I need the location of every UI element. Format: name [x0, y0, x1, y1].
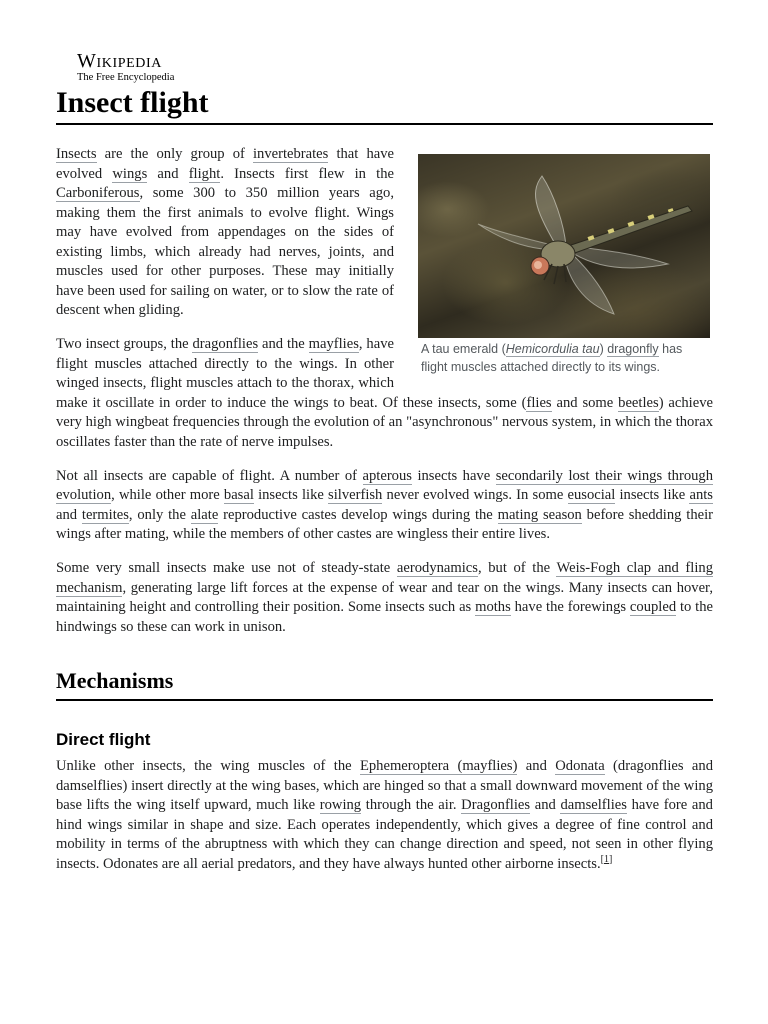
- citation-link[interactable]: [1]: [600, 853, 613, 865]
- text: and: [56, 506, 82, 523]
- text: insects like: [253, 487, 329, 503]
- text: Some very small insects make use not of steady-state: [56, 560, 397, 576]
- link-coupled[interactable]: coupled: [629, 599, 677, 615]
- link-dragonflies[interactable]: dragonflies: [192, 336, 259, 352]
- text: (dragonflies and damselflies) insert directly at the wing bases, which are hinged so that a small downward movement of the wing base lifts the wing itself upward, much like: [56, 758, 713, 813]
- link-silverfish[interactable]: silverfish: [328, 487, 383, 503]
- text: , some 300 to 350 million years ago, making them the first animals to evolve flight. Wings may have evolved from appendages on the sides of existing limbs, which already had nerves, joints, and muscles used for other purposes. These may initially have been used for sailing on water, or to slow the rate of descent when gliding.: [56, 185, 394, 318]
- text: reproductive castes develop wings during the: [218, 506, 498, 523]
- link-alate[interactable]: alate: [190, 506, 219, 523]
- caption-link-hemicordulia-tau[interactable]: [506, 342, 600, 357]
- dragonfly-illustration: [418, 154, 710, 338]
- text: never evolved wings. In some: [382, 487, 568, 503]
- subsection-heading-direct-flight: Direct flight: [56, 730, 151, 749]
- caption-text: has flight muscles attached directly to its wings.: [421, 342, 683, 374]
- text: insects have: [411, 467, 496, 484]
- logo-tagline: The Free Encyclopedia: [77, 72, 175, 83]
- link-apterous[interactable]: apterous: [362, 467, 412, 484]
- figure-caption: [418, 338, 710, 376]
- link-termites[interactable]: termites: [81, 506, 129, 523]
- text: and: [517, 758, 556, 774]
- link-moths[interactable]: moths: [475, 599, 511, 615]
- page-title: Insect flight: [56, 86, 209, 119]
- link-beetles[interactable]: beetles: [618, 394, 659, 411]
- article-figure: [418, 154, 710, 376]
- link-mayflies[interactable]: mayflies: [308, 336, 359, 352]
- link-insects[interactable]: Insects: [56, 146, 97, 162]
- paragraph-flightless: [56, 467, 713, 545]
- text: through the air.: [361, 797, 462, 813]
- link-ephemeroptera[interactable]: Ephemeroptera (mayflies): [359, 758, 518, 774]
- text: , generating large lift forces at the expense of wear and tear on the wings. Many insects can hover, maintaining height and controlling their position. Some insects such as: [56, 579, 713, 615]
- caption-link-dragonfly[interactable]: dragonfly: [607, 342, 659, 356]
- text: to the hindwings so these can work in unison.: [56, 599, 714, 635]
- link-secondarily-lost-wings[interactable]: secondarily lost their wings through evolution: [56, 467, 714, 503]
- text: insects like: [615, 487, 690, 503]
- caption-link-text: Hemicordulia tau: [505, 342, 600, 356]
- text: Two insect groups, the: [56, 336, 193, 352]
- text: and: [147, 165, 189, 182]
- link-wings[interactable]: wings: [112, 165, 148, 182]
- text: and: [530, 797, 561, 813]
- text: have the forewings: [510, 599, 630, 615]
- text: are the only group of: [96, 146, 253, 162]
- link-flight[interactable]: flight: [188, 165, 221, 182]
- wikipedia-logo[interactable]: [77, 51, 207, 84]
- link-flies[interactable]: flies: [526, 394, 552, 411]
- link-rowing[interactable]: rowing: [319, 797, 362, 813]
- text: and the: [258, 336, 309, 352]
- link-odonata[interactable]: Odonata: [555, 758, 605, 774]
- dragonfly-photo[interactable]: [418, 154, 710, 338]
- section-heading-mechanisms: Mechanisms: [56, 667, 713, 701]
- link-invertebrates[interactable]: invertebrates: [252, 146, 329, 162]
- text: , while other more: [111, 487, 224, 503]
- caption-text: A tau emerald (: [421, 342, 506, 356]
- text: have fore and hind wings similar in shape and size. Each operates independently, which gives a degree of fine control and mobility in terms of the abruptness with which they can change direction and speed, not seen in other flying insects. Odonates are all aerial predators, and they have always hunted other airborne insects.: [56, 797, 713, 872]
- link-eusocial[interactable]: eusocial: [567, 487, 616, 503]
- link-ants[interactable]: ants: [689, 487, 713, 503]
- link-dragonflies-2[interactable]: Dragonflies: [461, 797, 531, 813]
- link-carboniferous[interactable]: Carboniferous: [56, 185, 140, 201]
- text: that have evolved: [56, 146, 394, 182]
- link-basal[interactable]: basal: [223, 487, 254, 503]
- link-damselflies[interactable]: damselflies: [560, 797, 627, 813]
- link-weis-fogh-mechanism[interactable]: Weis-Fogh clap and fling mechanism: [56, 560, 713, 596]
- paragraph-small-insects: [56, 559, 713, 637]
- text: and some: [551, 394, 619, 411]
- link-aerodynamics[interactable]: aerodynamics: [396, 560, 478, 576]
- logo-wordmark: Wikipedia: [77, 50, 162, 72]
- link-mating-season[interactable]: mating season: [497, 506, 582, 523]
- caption-text: ): [599, 342, 608, 356]
- article-body: [56, 145, 713, 889]
- text: Unlike other insects, the wing muscles of the: [56, 758, 360, 774]
- text: . Insects first flew in the: [220, 165, 394, 182]
- text: before shedding their wings after mating, while the members of other castes are wingless their entire lives.: [56, 506, 714, 542]
- text: Not all insects are capable of flight. A number of: [56, 467, 363, 484]
- title-divider: [56, 123, 713, 125]
- citation-ref-1[interactable]: [601, 854, 613, 865]
- text: , have flight muscles attached directly to the wings. In other winged insects, flight muscles attach to the thorax, which make it oscillate in order to induce the wings to beat. Of these insects, some (: [56, 336, 527, 411]
- text: , but of the: [477, 560, 557, 576]
- paragraph-direct-flight: [56, 757, 713, 874]
- text: ) achieve very high wingbeat frequencies through the evolution of an "asynchronous" nervous system, in which the thorax oscillates faster than the rate of nerve impulses.: [56, 394, 713, 450]
- text: , only the: [128, 506, 191, 523]
